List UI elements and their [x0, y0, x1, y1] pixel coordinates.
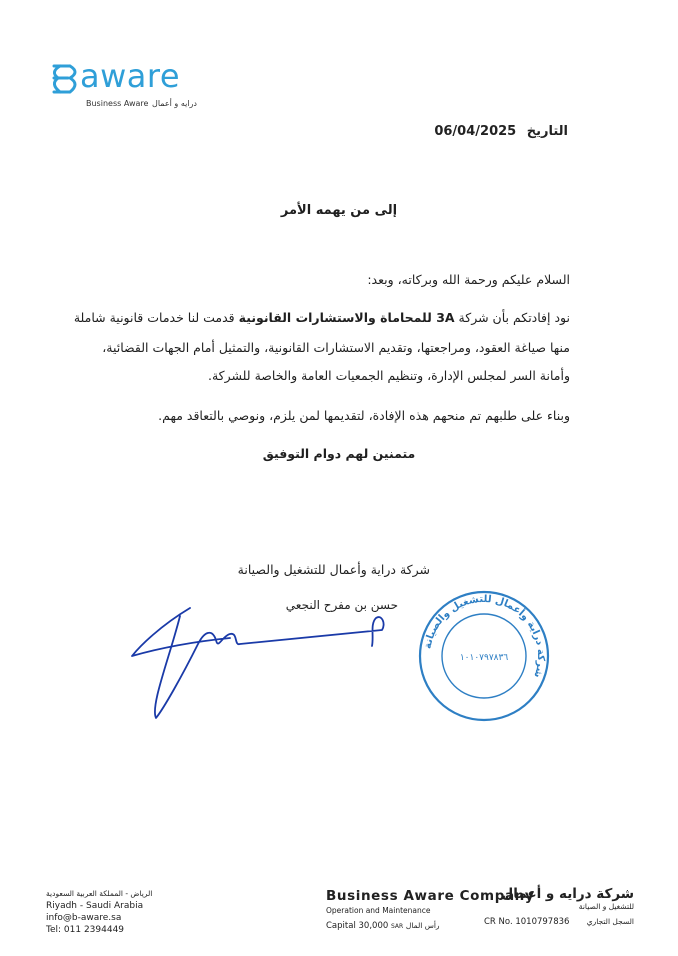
footer-company-en-title: Business Aware Company	[326, 888, 535, 904]
footer-email[interactable]: info@b-aware.sa	[46, 913, 122, 923]
paragraph-1-start: نود إفادتكم بأن شركة	[458, 310, 570, 325]
footer-address-en: Riyadh - Saudi Arabia	[46, 901, 144, 911]
logo-tagline-en: Business Aware	[86, 99, 149, 108]
cr-label-ar: السجل التجاري	[586, 917, 634, 926]
capital-currency: SAR	[390, 923, 404, 930]
letter-greeting: السلام عليكم ورحمة الله وبركاته، وبعد:	[367, 272, 570, 287]
capital-value: 30,000	[358, 921, 389, 931]
signatory-name: حسن بن مفرح النجعي	[285, 598, 398, 612]
footer-company-ar	[484, 886, 634, 927]
signatory-company: شركة دراية وأعمال للتشغيل والصيانة	[237, 562, 430, 577]
logo-wordmark: aware	[80, 57, 181, 95]
stamp-number: ١٠١٠٧٩٧٨٣٦	[459, 653, 509, 663]
svg-text:شركة دراية وأعمال للتشغيل والص	[422, 594, 546, 679]
footer-cr	[484, 917, 634, 927]
footer-contact	[46, 888, 152, 936]
date-value: 06/04/2025	[434, 124, 517, 139]
letter-date	[434, 124, 568, 139]
paragraph-1-line-1	[73, 310, 570, 325]
cr-value: 1010797836	[515, 917, 570, 927]
capital-label: Capital	[326, 921, 356, 931]
stamp-ring-text: شركة دراية وأعمال للتشغيل والصيانة	[422, 593, 547, 679]
letter-closing: متمنين لهم دوام التوفيق	[262, 446, 416, 461]
letter-heading: إلى من يهمه الأمر	[280, 203, 398, 218]
footer-address-ar: الرياض - المملكة العربية السعودية	[46, 889, 153, 898]
paragraph-2: وبناء على طلبهم تم منحهم هذه الإفادة، لتقديمها لمن يلزم، ونوصي بالتعاقد مهم.	[158, 408, 570, 423]
paragraph-1-line-2: منها صياغة العقود، ومراجعتها، وتقديم الاستشارات القانونية، والتمثيل أمام الجهات القضائية،	[102, 340, 570, 355]
footer-company-ar-sub: للتشغيل و الصيانة	[578, 902, 634, 911]
company-stamp	[414, 586, 554, 726]
capital-label-ar: رأس المال	[405, 921, 440, 930]
cr-label: CR No.	[484, 917, 513, 927]
footer-company-en-sub: Operation and Maintenance	[326, 906, 431, 915]
referenced-company: 3A للمحاماة والاستشارات القانونية	[238, 310, 455, 325]
date-label: التاريخ	[526, 124, 568, 139]
paragraph-1-end: قدمت لنا خدمات قانونية شاملة	[73, 310, 235, 325]
footer-phone: Tel: 011 2394449	[46, 925, 125, 935]
paragraph-1-line-3: وأمانة السر لمجلس الإدارة، وتنظيم الجمعيات العامة والخاصة للشركة.	[208, 368, 570, 383]
footer-company-ar-title: شركة درايه و أعمال	[501, 886, 634, 902]
logo-tagline-ar: درايه و أعمال	[152, 99, 197, 108]
handwritten-signature	[120, 596, 410, 726]
